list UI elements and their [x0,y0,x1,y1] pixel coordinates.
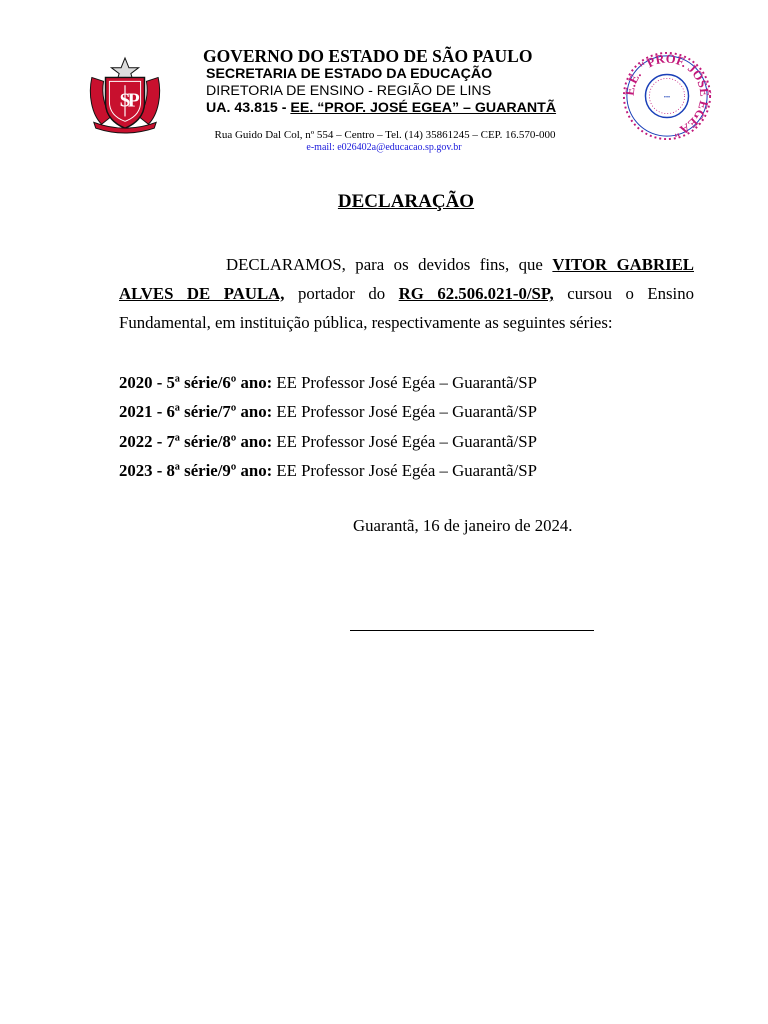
series-school: EE Professor José Egéa – Guarantã/SP [272,461,537,481]
series-row [119,427,537,456]
document-title: DECLARAÇÃO [337,191,475,212]
series-row [119,368,537,397]
series-list [119,368,537,486]
address-block [0,129,768,154]
school-unit-line [203,100,603,117]
school-address: Rua Guido Dal Col, nº 554 – Centro – Tel. (14) 35861245 – CEP. 16.570-000 [214,129,556,141]
declaration-paragraph [119,250,694,337]
letterhead [203,46,603,117]
svg-text:S: S [119,90,131,112]
sp-coat-of-arms-logo [86,56,164,134]
declaration-mid: portador do [284,284,399,303]
series-school: EE Professor José Egéa – Guarantã/SP [272,431,537,451]
ua-code: UA. 43.815 - [206,100,291,116]
svg-text:P: P [127,90,140,112]
series-label: 2022 - 7ª série/8º ano: [119,431,273,451]
date-line: Guarantã, 16 de janeiro de 2024. [353,516,573,535]
school-email: e-mail: e026402a@educacao.sp.gov.br [306,142,462,153]
svg-text:•••: ••• [663,94,671,101]
directorate-line: DIRETORIA DE ENSINO - REGIÃO DE LINS [206,83,492,99]
declaration-rest: cursou o Ensino Fundamental, em instituição pública, respectivamente as seguintes séries: [119,284,694,332]
student-rg: RG 62.506.021-0/SP, [398,284,554,303]
secretariat-line: SECRETARIA DE ESTADO DA EDUCAÇÃO [206,66,493,82]
signature-line [350,630,594,631]
government-title: GOVERNO DO ESTADO DE SÃO PAULO [203,46,533,66]
series-school: EE Professor José Egéa – Guarantã/SP [272,373,537,392]
series-row [119,456,537,485]
student-name: VITOR GABRIEL ALVES DE PAULA, [119,255,694,303]
school-name: EE. “PROF. JOSÉ EGEA” – GUARANTÃ [290,100,557,116]
series-label: 2021 - 6ª série/7º ano: [119,402,273,422]
stamp-ring-text: E.E. "PROF. JOSÉ EGEA" [622,51,712,140]
series-label: 2023 - 8ª série/9º ano: [119,461,273,481]
series-label: 2020 - 5ª série/6º ano: [119,373,273,392]
series-school: EE Professor José Egéa – Guarantã/SP [272,402,537,422]
series-row [119,397,537,426]
declaration-intro: DECLARAMOS, para os devidos fins, que [226,255,553,274]
